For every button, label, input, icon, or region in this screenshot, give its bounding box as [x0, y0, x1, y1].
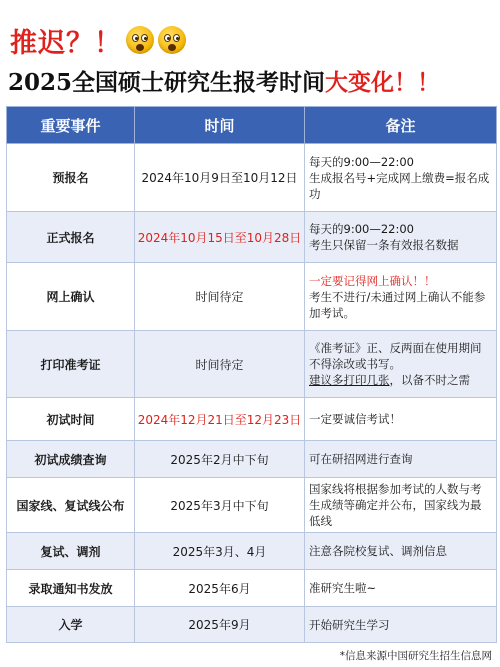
table-row	[7, 263, 497, 331]
note-line: 准研究生啦~	[309, 581, 377, 595]
time-cell: 2025年3月中下旬	[135, 478, 305, 533]
note-line	[309, 372, 492, 388]
notes-cell	[305, 441, 497, 478]
notes-cell	[305, 263, 497, 331]
table-row	[7, 212, 497, 263]
note-line: 每天的9:00—22:00	[309, 222, 414, 236]
column-header-event: 重要事件	[7, 107, 135, 144]
shocked-face-icon	[158, 26, 186, 54]
event-cell: 正式报名	[7, 212, 135, 263]
table-header-row	[7, 107, 497, 144]
event-cell: 国家线、复试线公布	[7, 478, 135, 533]
column-header-time: 时间	[135, 107, 305, 144]
note-line: 国家线将根据参加考试的人数与考生成绩等确定并公布，国家线为最低线	[309, 482, 482, 528]
notes-cell	[305, 331, 497, 398]
note-underlined: 建议多打印几张	[309, 373, 390, 387]
table-row	[7, 144, 497, 212]
note-line: 生成报名号+完成网上缴费=报名成功	[309, 170, 490, 201]
headline-top	[10, 20, 186, 60]
note-line: 可在研招网进行查询	[309, 452, 413, 466]
note-tail: ，以备不时之需	[389, 373, 470, 387]
headline-postponed: 推迟？！	[10, 27, 122, 59]
shocked-face-icon	[126, 26, 154, 54]
notes-cell	[305, 144, 497, 212]
table-row	[7, 398, 497, 441]
notes-cell	[305, 212, 497, 263]
table-row	[7, 441, 497, 478]
note-line: 注意各院校复试、调剂信息	[309, 544, 447, 558]
table-row	[7, 478, 497, 533]
time-cell: 2025年3月、4月	[135, 533, 305, 570]
event-cell: 初试成绩查询	[7, 441, 135, 478]
notes-cell	[305, 607, 497, 643]
time-cell: 时间待定	[135, 331, 305, 398]
event-cell: 录取通知书发放	[7, 570, 135, 607]
notes-cell	[305, 478, 497, 533]
note-line: 《准考证》正、反两面在使用期间不得涂改或书写。	[309, 341, 482, 371]
table-row	[7, 607, 497, 643]
note-line: 开始研究生学习	[309, 617, 390, 632]
note-line: 考生只保留一条有效报名数据	[309, 238, 459, 252]
event-cell: 初试时间	[7, 398, 135, 441]
time-cell: 时间待定	[135, 263, 305, 331]
event-cell: 复试、调剂	[7, 533, 135, 570]
schedule-table	[6, 106, 497, 643]
note-line: 每天的9:00—22:00	[309, 154, 414, 169]
notes-cell	[305, 398, 497, 441]
time-cell: 2024年10月15日至10月28日	[135, 212, 305, 263]
table-row	[7, 570, 497, 607]
notes-cell	[305, 570, 497, 607]
headline-main-text: 2025全国硕士研究生报考时间	[8, 68, 326, 96]
time-cell: 2025年6月	[135, 570, 305, 607]
event-cell: 打印准考证	[7, 331, 135, 398]
event-cell: 入学	[7, 607, 135, 643]
headline-main-emphasis: 大变化！！	[325, 68, 441, 96]
headline-main	[8, 60, 440, 100]
event-cell: 网上确认	[7, 263, 135, 331]
table-row	[7, 533, 497, 570]
column-header-notes: 备注	[305, 107, 497, 144]
time-cell: 2024年12月21日至12月23日	[135, 398, 305, 441]
source-note: *信息来源中国研究生招生信息网	[339, 650, 492, 662]
table-row	[7, 331, 497, 398]
time-cell: 2025年9月	[135, 607, 305, 643]
time-cell: 2025年2月中下旬	[135, 441, 305, 478]
event-cell: 预报名	[7, 144, 135, 212]
notes-cell	[305, 533, 497, 570]
note-line: 考生不进行/未通过网上确认不能参加考试。	[309, 289, 486, 320]
note-line-warning: 一定要记得网上确认！！	[309, 273, 436, 288]
time-cell: 2024年10月9日至10月12日	[135, 144, 305, 212]
note-line: 一定要诚信考试！	[309, 412, 401, 426]
